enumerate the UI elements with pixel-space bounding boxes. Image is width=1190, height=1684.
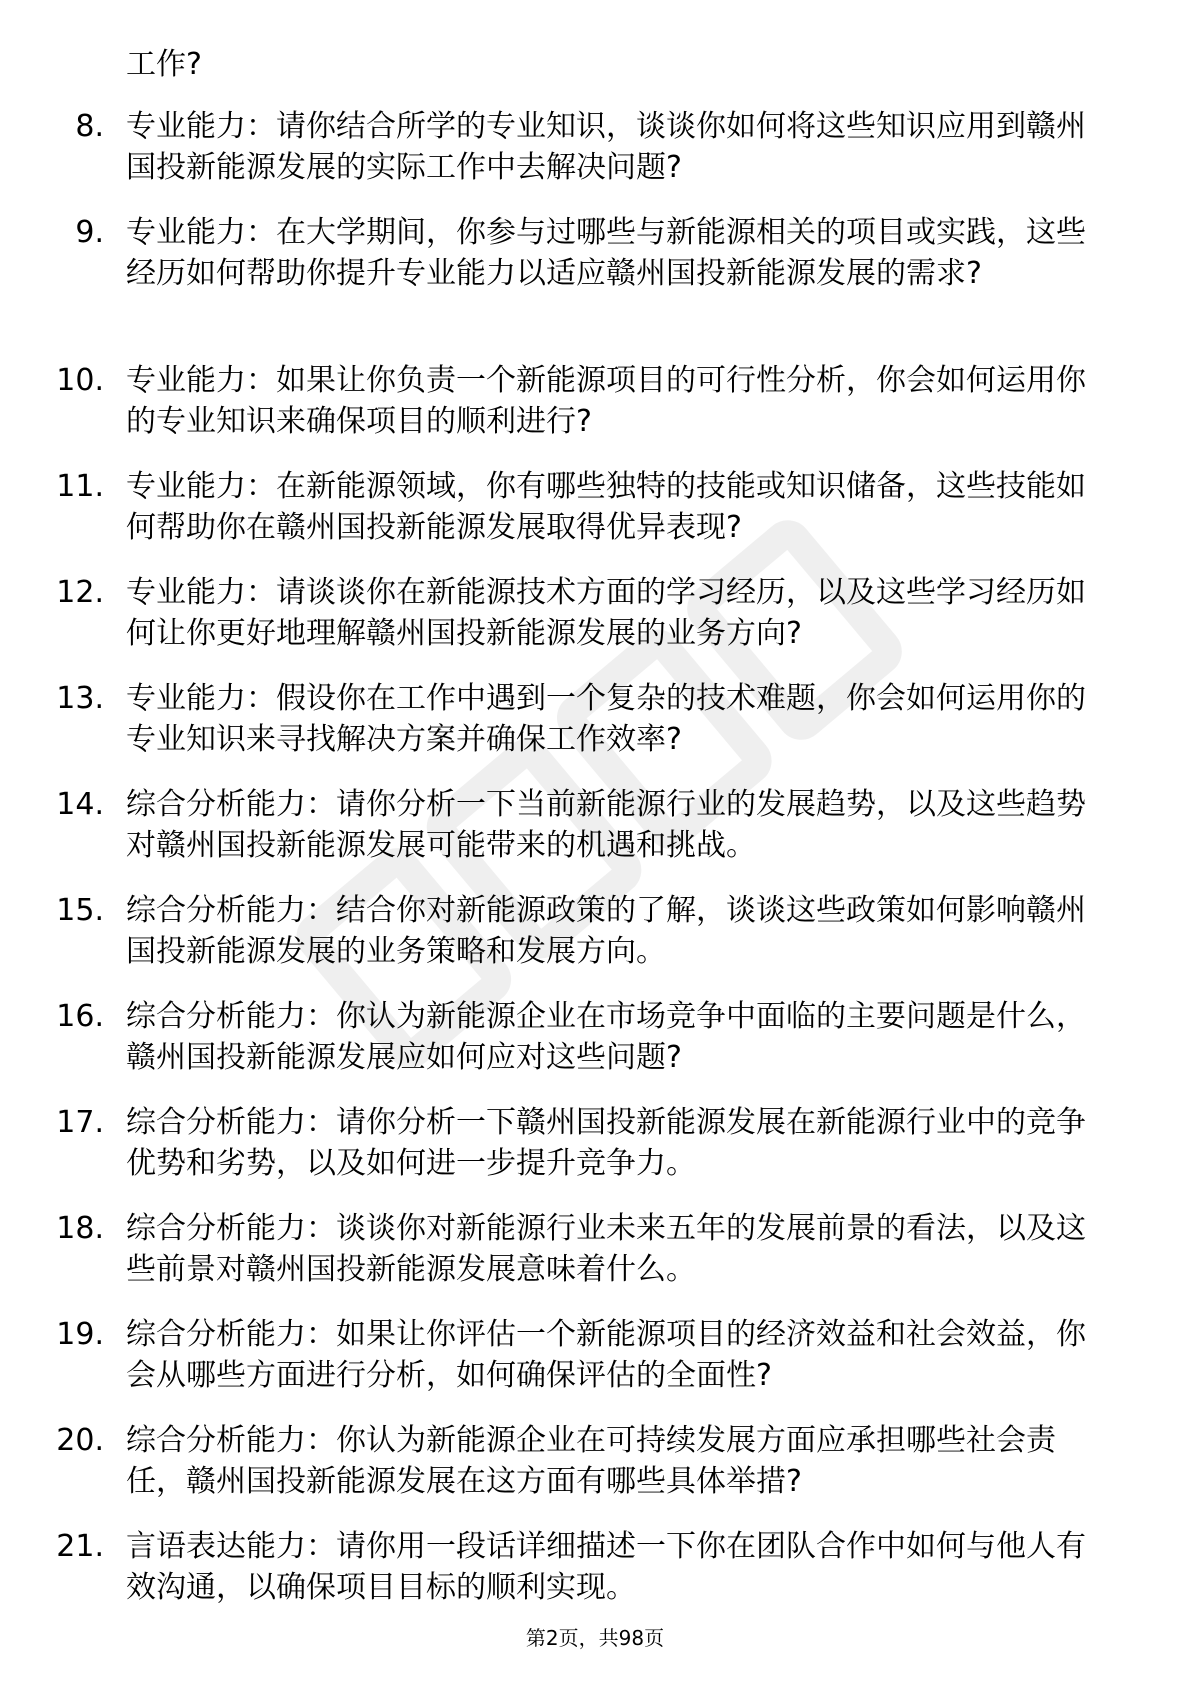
item-text: 专业能力：在大学期间，你参与过哪些与新能源相关的项目或实践，这些经历如何帮助你提升专业能力以适应赣州国投新能源发展的需求?: [126, 215, 1086, 291]
item-number: 9.: [75, 215, 104, 250]
item-text: 综合分析能力：如果让你评估一个新能源项目的经济效益和社会效益，你会从哪些方面进行分析，如何确保评估的全面性?: [126, 1317, 1086, 1393]
item-number: 14.: [56, 787, 104, 822]
item-text: 专业能力：请你结合所学的专业知识，谈谈你如何将这些知识应用到赣州国投新能源发展的实际工作中去解决问题?: [126, 109, 1086, 185]
item-number: 8.: [75, 109, 104, 144]
page-footer: 第2页，共98页: [525, 1626, 665, 1650]
item-number: 11.: [56, 469, 104, 504]
item-number: 16.: [56, 999, 104, 1034]
item-text: 专业能力：如果让你负责一个新能源项目的可行性分析，你会如何运用你的专业知识来确保项目的顺利进行?: [126, 363, 1086, 439]
item-number: 13.: [56, 681, 104, 716]
item-number: 20.: [56, 1423, 104, 1458]
item-text: 言语表达能力：请你用一段话详细描述一下你在团队合作中如何与他人有效沟通，以确保项目目标的顺利实现。: [126, 1529, 1086, 1605]
item-number: 18.: [56, 1211, 104, 1246]
item-text: 专业能力：在新能源领域，你有哪些独特的技能或知识储备，这些技能如何帮助你在赣州国投新能源发展取得优异表现?: [126, 469, 1086, 545]
item-number: 17.: [56, 1105, 104, 1140]
carry-over-text: 工作?: [126, 47, 202, 82]
item-number: 12.: [56, 575, 104, 610]
item-text: 综合分析能力：你认为新能源企业在市场竞争中面临的主要问题是什么，赣州国投新能源发展应如何应对这些问题?: [126, 999, 1086, 1075]
item-number: 10.: [56, 363, 104, 398]
item-number: 21.: [56, 1529, 104, 1564]
item-number: 19.: [56, 1317, 104, 1352]
item-text: 综合分析能力：你认为新能源企业在可持续发展方面应承担哪些社会责任，赣州国投新能源发展在这方面有哪些具体举措?: [126, 1423, 1056, 1499]
item-number: 15.: [56, 893, 104, 928]
item-text: 专业能力：请谈谈你在新能源技术方面的学习经历，以及这些学习经历如何让你更好地理解赣州国投新能源发展的业务方向?: [126, 575, 1086, 651]
item-text: 综合分析能力：结合你对新能源政策的了解，谈谈这些政策如何影响赣州国投新能源发展的业务策略和发展方向。: [126, 893, 1086, 969]
item-text: 综合分析能力：请你分析一下赣州国投新能源发展在新能源行业中的竞争优势和劣势，以及如何进一步提升竞争力。: [126, 1105, 1086, 1181]
item-text: 专业能力：假设你在工作中遇到一个复杂的技术难题，你会如何运用你的专业知识来寻找解决方案并确保工作效率?: [126, 681, 1086, 757]
item-text: 综合分析能力：谈谈你对新能源行业未来五年的发展前景的看法，以及这些前景对赣州国投新能源发展意味着什么。: [126, 1211, 1086, 1287]
item-text: 综合分析能力：请你分析一下当前新能源行业的发展趋势，以及这些趋势对赣州国投新能源发展可能带来的机遇和挑战。: [126, 787, 1086, 863]
